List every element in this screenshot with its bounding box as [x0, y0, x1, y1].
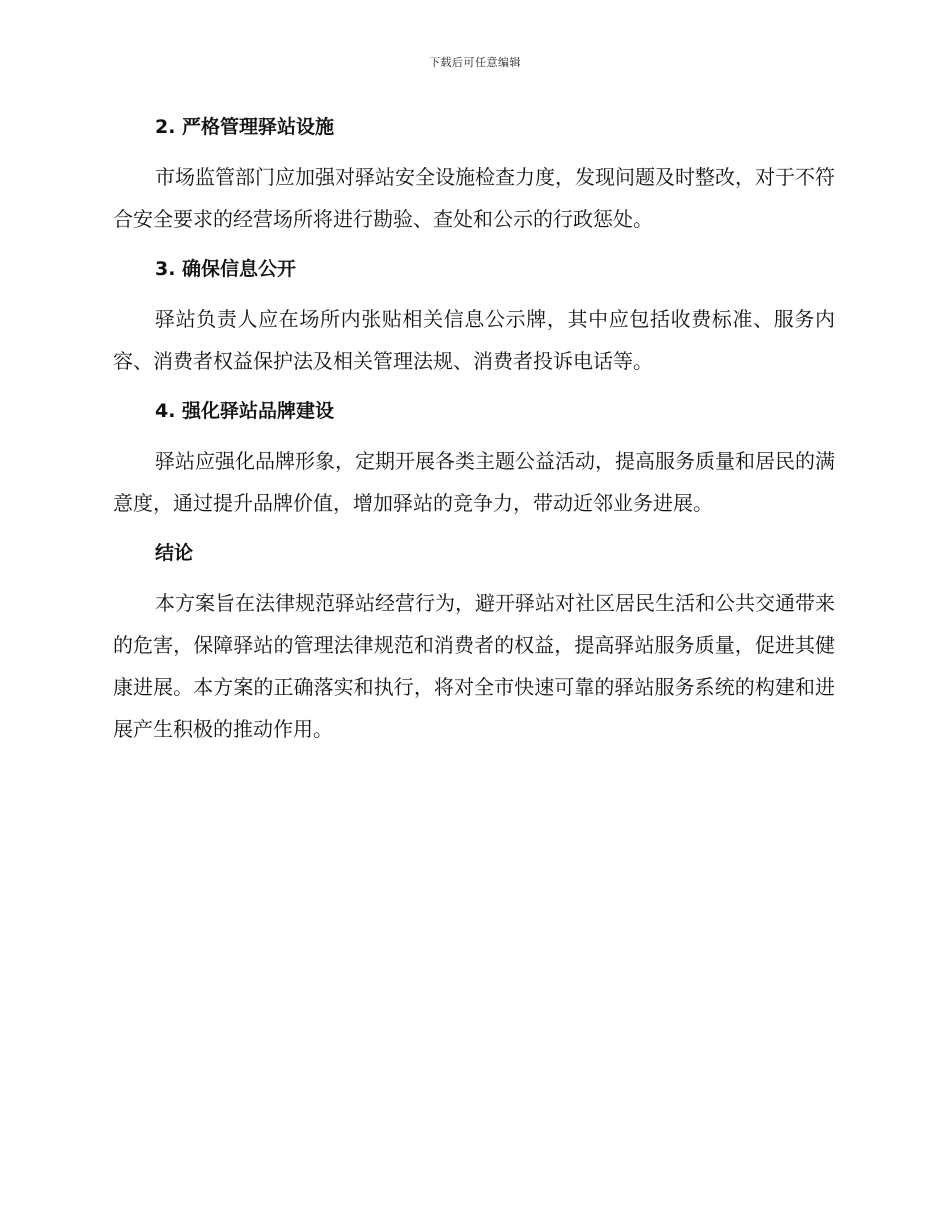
section-brand-building	[113, 394, 835, 524]
section-paragraph: 驿站负责人应在场所内张贴相关信息公示牌，其中应包括收费标准、服务内容、消费者权益保护法及相关管理法规、消费者投诉电话等。	[113, 307, 835, 373]
section-paragraph: 驿站应强化品牌形象，定期开展各类主题公益活动，提高服务质量和居民的满意度，通过提升品牌价值，增加驿站的竞争力，带动近邻业务进展。	[113, 449, 835, 515]
section-heading: 3. 确保信息公开	[155, 258, 297, 280]
document-body	[113, 110, 835, 750]
section-heading: 2. 严格管理驿站设施	[155, 116, 335, 138]
section-conclusion	[113, 536, 835, 750]
section-facility-management	[113, 110, 835, 240]
section-heading: 4. 强化驿站品牌建设	[155, 400, 335, 422]
section-information-disclosure	[113, 252, 835, 382]
section-paragraph: 本方案旨在法律规范驿站经营行为，避开驿站对社区居民生活和公共交通带来的危害，保障驿站的管理法律规范和消费者的权益，提高驿站服务质量，促进其健康进展。本方案的正确落实和执行，将对全市快速可靠的驿站服务系统的构建和进展产生积极的推动作用。	[113, 591, 835, 741]
header-note: 下载后可任意编辑	[429, 56, 521, 69]
section-heading: 结论	[155, 542, 194, 564]
section-paragraph: 市场监管部门应加强对驿站安全设施检查力度，发现问题及时整改，对于不符合安全要求的经营场所将进行勘验、查处和公示的行政惩处。	[113, 165, 835, 231]
